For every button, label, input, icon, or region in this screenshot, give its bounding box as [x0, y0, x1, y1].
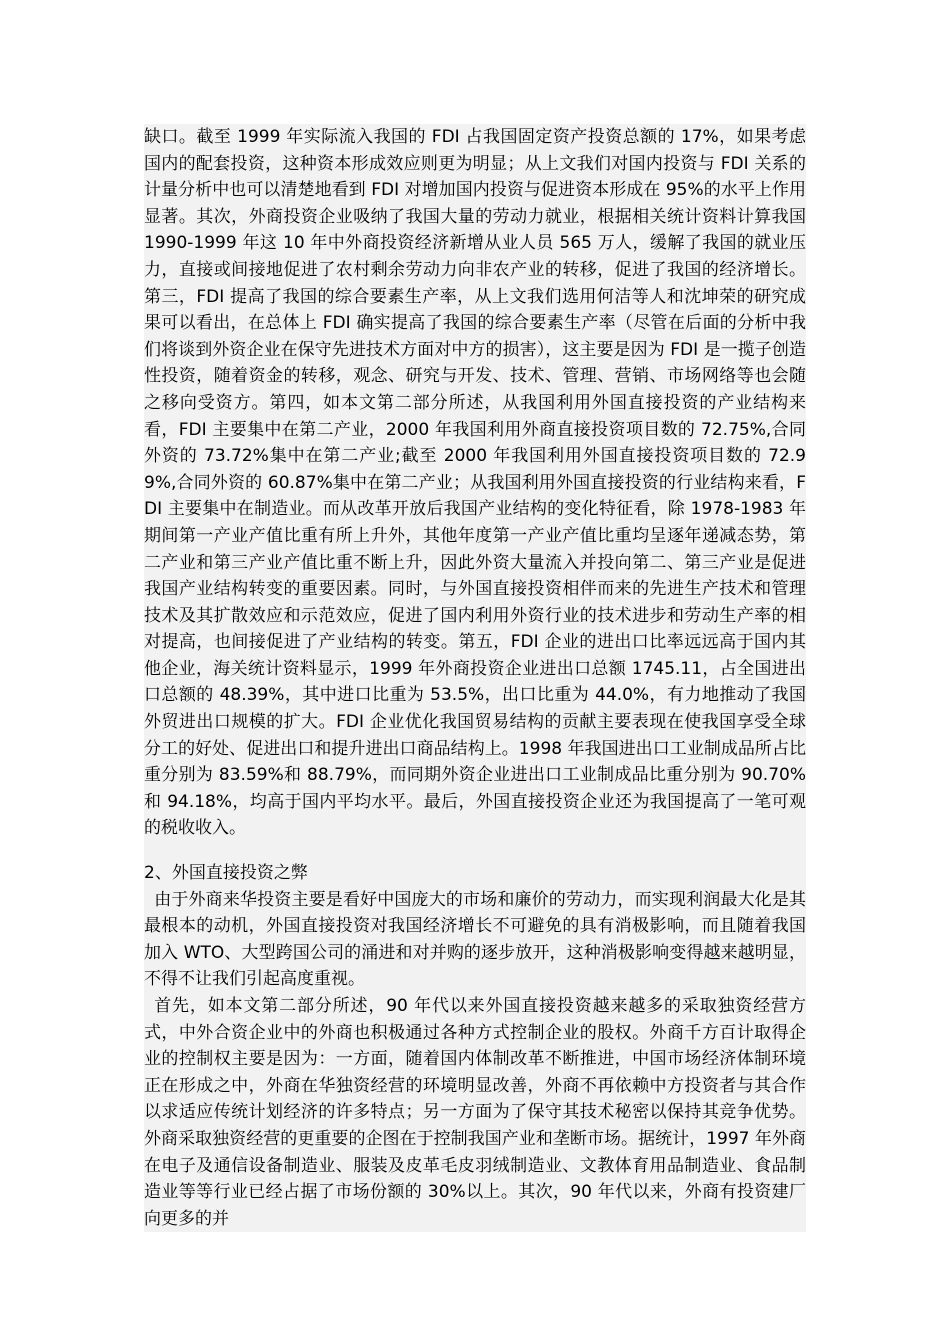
section-heading: 2、外国直接投资之弊 — [144, 863, 308, 884]
document-text-block — [144, 124, 806, 1232]
paragraph-gap — [144, 842, 806, 860]
paragraph-fdi-drawbacks-first: 首先，如本文第二部分所述，90 年代以来外国直接投资越来越多的采取独资经营方式，中外合资企业中的外商也积极通过各种方式控制企业的股权。外商千方百计取得企业的控制权主要是因为：一方面，随着国内体制改革不断推进，中国市场经济体制环境正在形成之中，外商在华独资经营的环境明显改善，外商不再依赖中方投资者与其合作以求适应传统计划经济的许多特点；另一方面为了保守其技术秘密以保持其竞争优势。外商采取独资经营的更重要的企图在于控制我国产业和垄断市场。据统计，1997 年外商在电子及通信设备制造业、服装及皮革毛皮羽绒制造业、文教体育用品制造业、食品制造业等等行业已经占据了市场份额的 30%以上。其次，90 年代以来，外商有投资建厂向更多的并 — [144, 996, 806, 1229]
paragraph-fdi-drawbacks-intro: 由于外商来华投资主要是看好中国庞大的市场和廉价的劳动力，而实现利润最大化是其最根本的动机，外国直接投资对我国经济增长不可避免的具有消极影响，而且随着我国加入 WTO、大型跨国公司的涌进和对并购的逐步放开，这种消极影响变得越来越明显，不得不让我们引起高度重视。 — [144, 889, 806, 990]
paragraph-fdi-benefits: 缺口。截至 1999 年实际流入我国的 FDI 占我国固定资产投资总额的 17%，如果考虑国内的配套投资，这种资本形成效应则更为明显；从上文我们对国内投资与 FDI 关系的计量分析中也可以清楚地看到 FDI 对增加国内投资与促进资本形成在 95%的水平上作用显著。其次，外商投资企业吸纳了我国大量的劳动力就业，根据相关统计资料计算我国 1990-1999 年这 10 年中外商投资经济新增从业人员 565 万人，缓解了我国的就业压力，直接或间接地促进了农村剩余劳动力向非农产业的转移，促进了我国的经济增长。第三，FDI 提高了我国的综合要素生产率，从上文我们选用何洁等人和沈坤荣的研究成果可以看出，在总体上 FDI 确实提高了我国的综合要素生产率（尽管在后面的分析中我们将谈到外资企业在保守先进技术方面对中方的损害），这主要是因为 FDI 是一揽子创造性投资，随着资金的转移，观念、研究与开发、技术、管理、营销、市场网络等也会随之移向受资方。第四，如本文第二部分所述，从我国利用外国直接投资的产业结构来看，FDI 主要集中在第二产业，2000 年我国利用外商直接投资项目数的 72.75%,合同外资的 73.72%集中在第二产业;截至 2000 年我国利用外国直接投资项目数的 72.99%,合同外资的 60.87%集中在第二产业；从我国利用外国直接投资的行业结构来看，FDI 主要集中在制造业。而从改革开放后我国产业结构的变化特征看，除 1978-1983 年期间第一产业产值比重有所上升外，其他年度第一产业产值比重均呈逐年递减态势，第二产业和第三产业产值比重不断上升，因此外资大量流入并投向第二、第三产业是促进我国产业结构转变的重要因素。同时，与外国直接投资相伴而来的先进生产技术和管理技术及其扩散效应和示范效应，促进了国内利用外资行业的技术进步和劳动生产率的相对提高，也间接促进了产业结构的转变。第五，FDI 企业的进出口比率远远高于国内其他企业，海关统计资料显示，1999 年外商投资企业进出口总额 1745.11，占全国进出口总额的 48.39%，其中进口比重为 53.5%，出口比重为 44.0%，有力地推动了我国外贸进出口规模的扩大。FDI 企业优化我国贸易结构的贡献主要表现在使我国享受全球分工的好处、促进出口和提升进出口商品结构上。1998 年我国进出口工业制成品所占比重分别为 83.59%和 88.79%，而同期外资企业进出口工业制成品比重分别为 90.70%和 94.18%，均高于国内平均水平。最后，外国直接投资企业还为我国提高了一笔可观的税收收入。 — [144, 127, 806, 839]
